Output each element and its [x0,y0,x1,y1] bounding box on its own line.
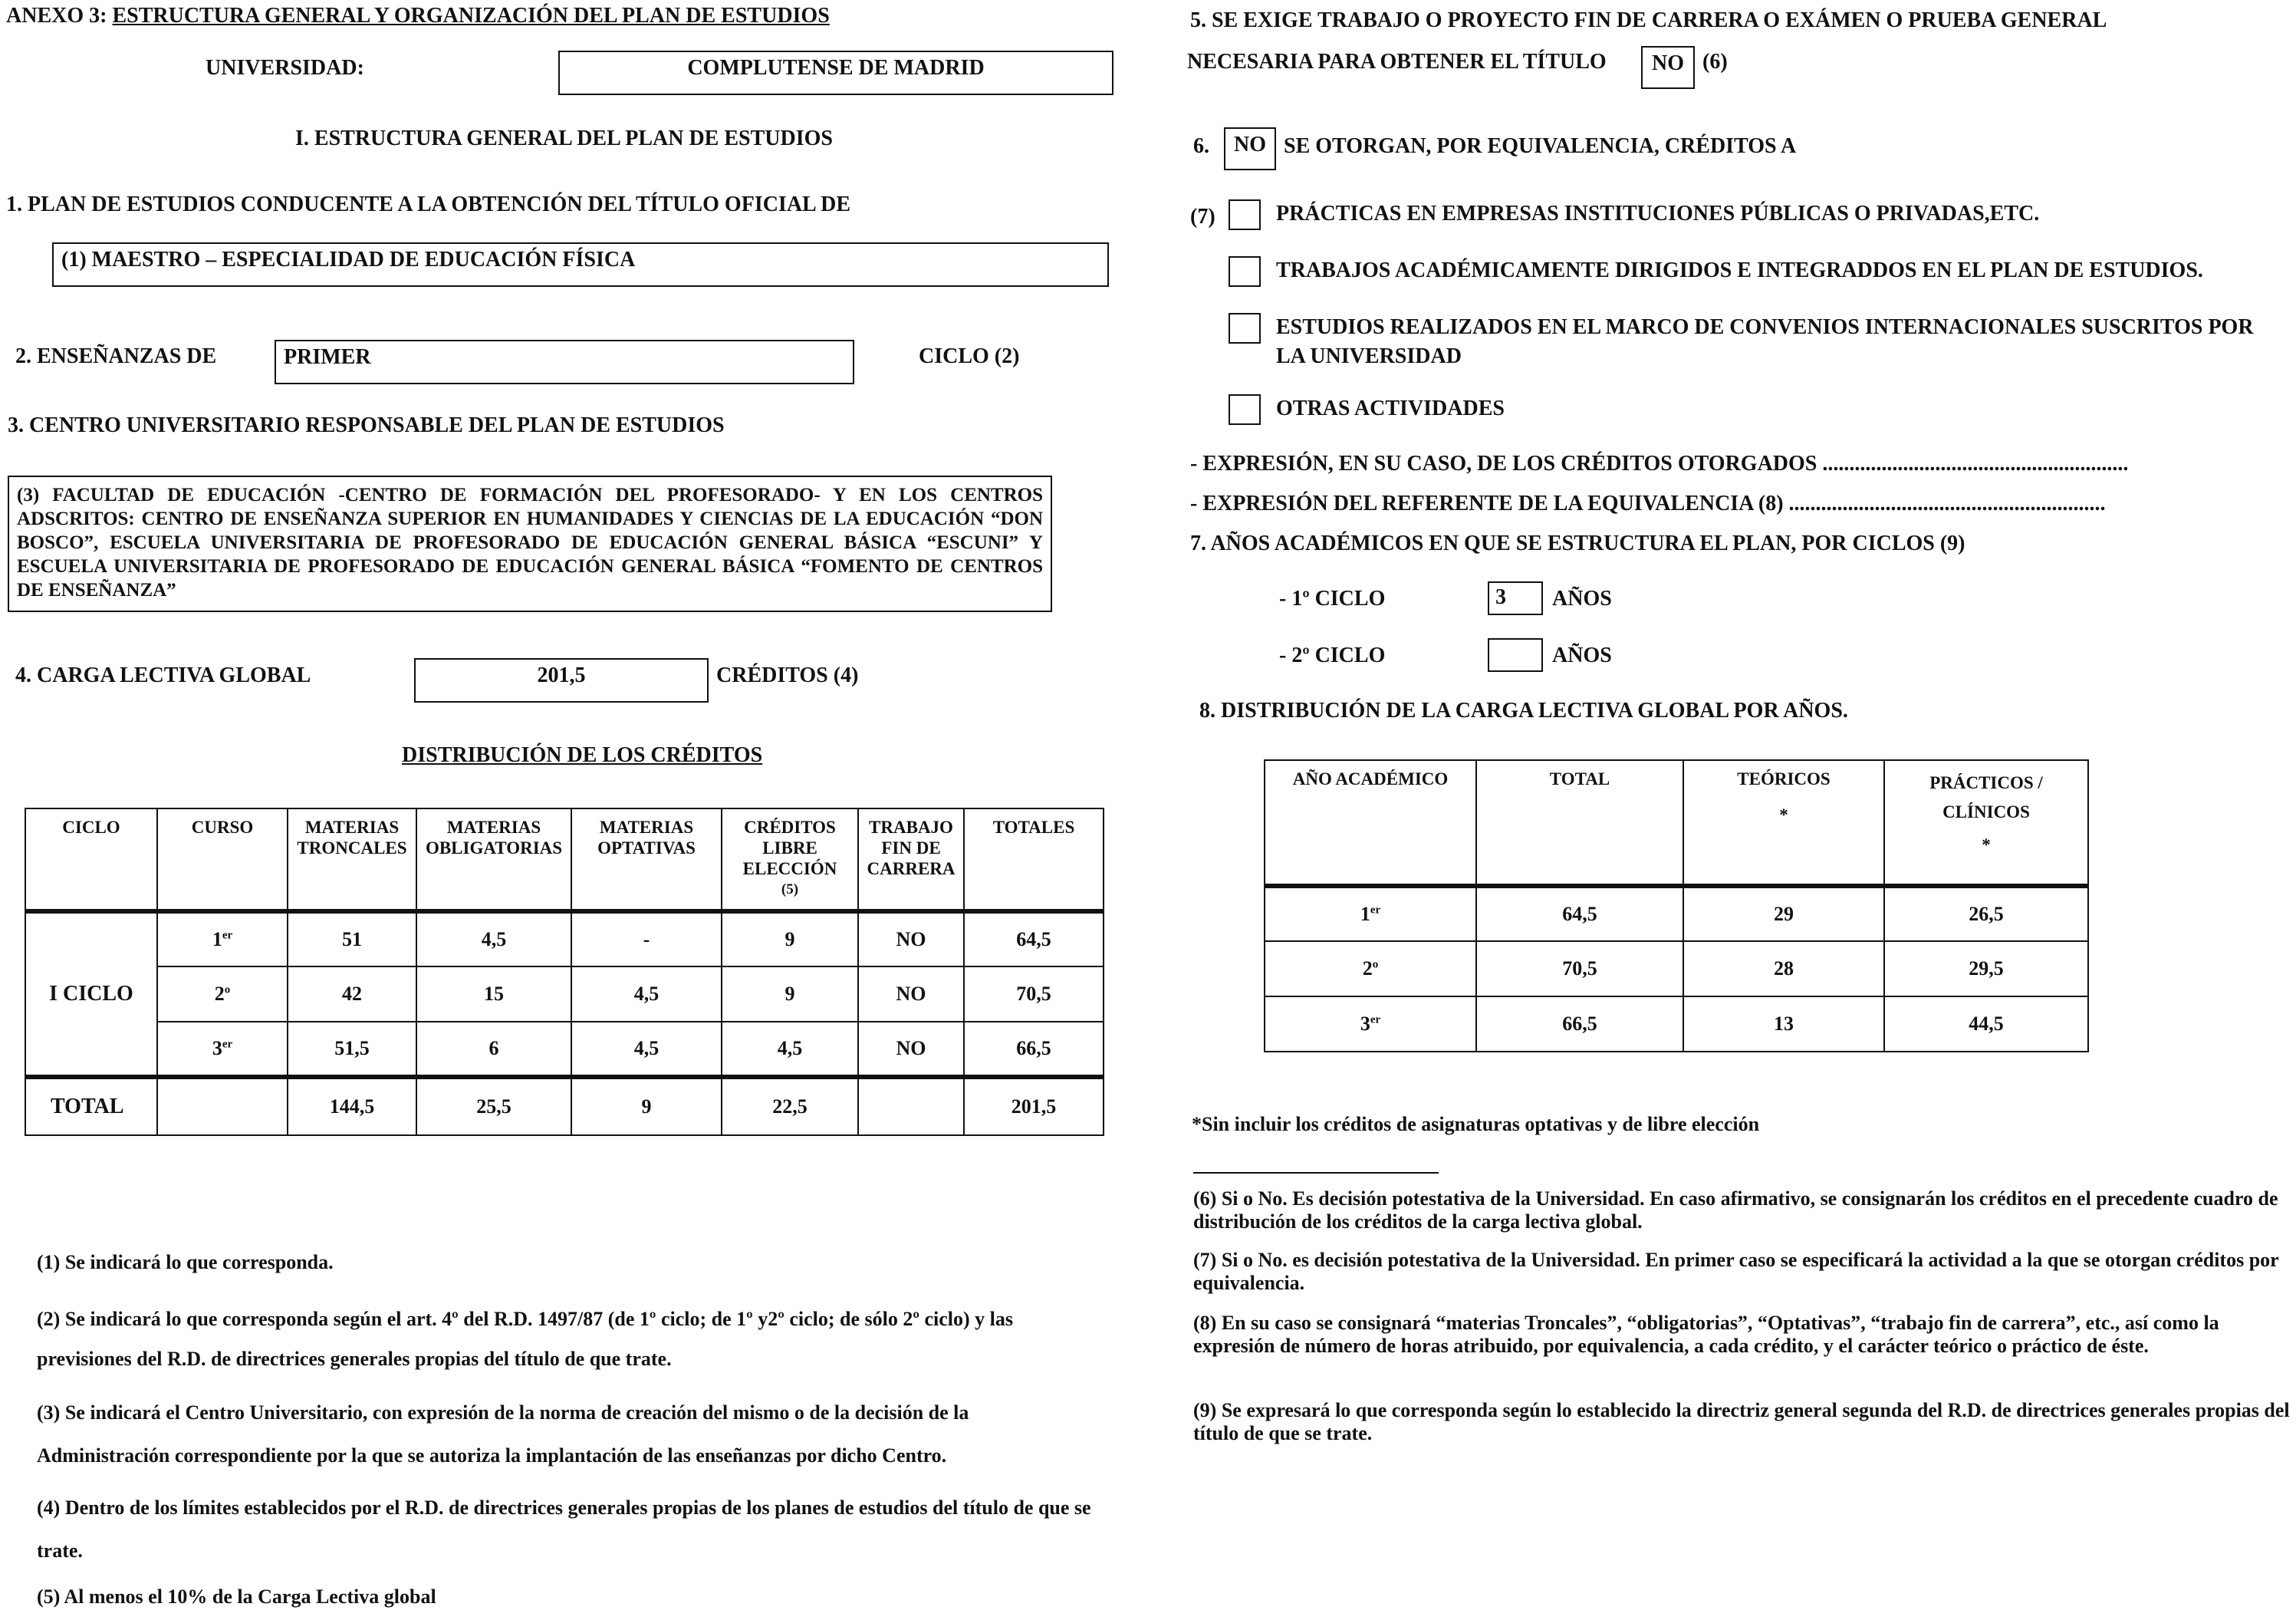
col-ciclo: CICLO [25,808,157,911]
table-cell: 4,5 [571,1022,722,1077]
table-cell: 70,5 [1476,941,1683,996]
table-cell: 4,5 [416,911,571,966]
centro-value: (3) FACULTAD DE EDUCACIÓN -CENTRO DE FORMACIÓN DEL PROFESORADO- Y EN LOS CENTROS ADSCRITOS: CENTRO DE ENSEÑANZA SUPERIOR EN HUMANIDADES Y CIENCIAS DE LA EDUCACIÓN “DON BOSCO”, ESCUELA UNIVERSITARIA DE PROFESORADO DE EDUCACIÓN GENERAL BÁSICA “ESCUNI” Y ESCUELA UNIVERSITARIA DE PROFESORADO DE EDUCACIÓN GENERAL BÁSICA “FOMENTO DE CENTROS DE ENSEÑANZA” [17,485,1043,601]
footnote-8: (8) En su caso se consignará “materias Troncales”, “obligatorias”, “Optativas”, “trabajo fin de carrera”, etc., así como la expresión de número de horas atribuido, por equivalencia, a cada crédito, y el carácter teórico o práctico de éste. [1193,1312,2219,1357]
col-libre-eleccion-label: CRÉDITOS LIBRE ELECCIÓN [742,818,837,878]
curso-num: 1 [212,928,222,950]
titulo-value: (1) MAESTRO – ESPECIALIDAD DE EDUCACIÓN FÍSICA [61,248,636,272]
item4-label: 4. CARGA LECTIVA GLOBAL [15,663,311,687]
table-cell: 42 [288,966,416,1022]
item2-label: 2. ENSEÑANZAS DE [15,344,217,368]
year-cell [1265,886,1476,941]
table-cell: 9 [722,966,858,1022]
otras-label: OTRAS ACTIVIDADES [1276,397,1505,420]
anexo-title: ESTRUCTURA GENERAL Y ORGANIZACIÓN DEL PLAN DE ESTUDIOS [112,4,830,28]
table-cell: 64,5 [1476,886,1683,941]
table-cell: - [571,911,722,966]
col-libre-eleccion-note: (5) [781,881,799,897]
ciclo2-label: - 2º CICLO [1279,644,1386,667]
ciclo1-anos: AÑOS [1552,587,1612,611]
item8-title: 8. DISTRIBUCIÓN DE LA CARGA LECTIVA GLOBAL POR AÑOS. [1199,699,1848,723]
item5-line1: 5. SE EXIGE TRABAJO O PROYECTO FIN DE CARRERA O EXÁMEN O PRUEBA GENERAL [1190,8,2107,32]
table-cell: 15 [416,966,571,1022]
universidad-value: COMPLUTENSE DE MADRID [687,56,985,80]
table-cell: 26,5 [1884,886,2088,941]
ciclo1-field [1488,581,1543,615]
table-cell: 9 [722,911,858,966]
item5-field [1641,46,1695,89]
item5-line2: NECESARIA PARA OBTENER EL TÍTULO [1187,50,1607,74]
col-obligatorias: MATERIAS OBLIGATORIAS [416,808,571,911]
table-cell: 4,5 [722,1022,858,1077]
years-table [1264,759,2089,1052]
item6-text: SE OTORGAN, POR EQUIVALENCIA, CRÉDITOS A [1284,134,1797,158]
table-cell: 64,5 [964,911,1104,966]
item3-label: 3. CENTRO UNIVERSITARIO RESPONSABLE DEL PLAN DE ESTUDIOS [8,413,725,437]
item5-suffix: (6) [1702,50,1728,74]
table-row [25,911,1104,966]
footnote-7: (7) Si o No. es decisión potestativa de la Universidad. En primer caso se especificará la actividad a la que se otorgan créditos por equivalencia. [1193,1249,2279,1294]
total-cell [157,1077,288,1135]
table-cell: 70,5 [964,966,1104,1022]
year-num: 3 [1360,1012,1370,1035]
item5-value: NO [1652,51,1684,75]
footnote-rule [1193,1172,1439,1174]
total-cell: 25,5 [416,1077,571,1135]
dist-header-row [25,808,1104,911]
col-trabajo-fin: TRABAJO FIN DE CARRERA [858,808,964,911]
item6-field [1224,127,1276,170]
col-practicos [1884,760,2088,886]
table-cell: 66,5 [1476,996,1683,1052]
table-cell: 44,5 [1884,996,2088,1052]
anexo-heading [6,3,830,29]
table-cell: NO [858,911,964,966]
year-sup: er [1370,904,1381,917]
total-label: TOTAL [25,1077,157,1135]
total-row [25,1077,1104,1135]
total-cell: 201,5 [964,1077,1104,1135]
col-totales: TOTALES [964,808,1104,911]
table-cell: NO [858,1022,964,1077]
item6-prefix: 6. [1193,134,1209,158]
asterisk: * [1982,835,1991,854]
col-teoricos [1683,760,1884,886]
curso-cell [157,911,288,966]
table-cell: NO [858,966,964,1022]
universidad-field [558,51,1113,95]
dist-table [25,808,1104,1136]
universidad-label: UNIVERSIDAD: [206,56,364,80]
titulo-field [52,242,1109,287]
col-total: TOTAL [1476,760,1683,886]
table-cell: 66,5 [964,1022,1104,1077]
year-num: 1 [1360,903,1370,925]
total-cell [858,1077,964,1135]
centro-field [8,476,1052,612]
curso-sup: o [224,983,231,996]
footnote-3: (3) Se indicará el Centro Universitario, con expresión de la norma de creación del mismo o de la decisión de la Administración correspondiente por la que se autoriza la implantación de las enseñanzas por dicho Centro. [37,1401,969,1467]
trabajos-checkbox[interactable] [1229,256,1261,287]
year-cell [1265,996,1476,1052]
table-row [1265,996,2088,1052]
total-cell: 22,5 [722,1077,858,1135]
col-practicos-label: PRÁCTICOS / CLÍNICOS [1929,773,2043,822]
ciclo2-anos: AÑOS [1552,644,1612,667]
col-libre-eleccion [722,808,858,911]
curso-num: 2 [214,983,225,1005]
table-row [1265,941,2088,996]
table-cell: 29,5 [1884,941,2088,996]
footnote-1: (1) Se indicará lo que corresponda. [37,1251,334,1273]
year-sup: er [1370,1013,1381,1026]
year-num: 2 [1362,957,1373,980]
item6-value: NO [1234,133,1266,156]
table-cell: 6 [416,1022,571,1077]
carga-field [414,658,709,703]
convenios-checkbox[interactable] [1229,313,1261,344]
footnote-6: (6) Si o No. Es decisión potestativa de la Universidad. En caso afirmativo, se consignarán los créditos en el precedente cuadro de distribución de los créditos de la carga lectiva global. [1193,1187,2278,1233]
table-cell: 51,5 [288,1022,416,1077]
curso-cell [157,966,288,1022]
ensenanzas-field [275,340,854,384]
dist-title: DISTRIBUCIÓN DE LOS CRÉDITOS [402,743,763,767]
curso-cell [157,1022,288,1077]
expr-creditos: - EXPRESIÓN, EN SU CASO, DE LOS CRÉDITOS OTORGADOS ......................................................... [1190,452,2129,476]
table-note: *Sin incluir los créditos de asignaturas optativas y de libre elección [1192,1113,1760,1135]
footnote-2: (2) Se indicará lo que corresponda según el art. 4º del R.D. 1497/87 (de 1º ciclo; de 1º y2º ciclo; de sólo 2º ciclo) y las previsiones del R.D. de directrices generales propias del título de que trate. [37,1308,1013,1370]
otras-checkbox[interactable] [1229,394,1261,425]
ensenanzas-value: PRIMER [284,345,371,369]
practicas-label: PRÁCTICAS EN EMPRESAS INSTITUCIONES PÚBLICAS O PRIVADAS,ETC. [1276,202,2040,226]
ciclo1-label: - 1º CICLO [1279,587,1386,611]
anexo-prefix: ANEXO 3: [6,4,107,28]
item2-suffix: CICLO (2) [919,344,1020,368]
col-teoricos-label: TEÓRICOS [1737,769,1831,789]
practicas-checkbox[interactable] [1229,199,1261,230]
col-optativas: MATERIAS OPTATIVAS [571,808,722,911]
footnote-9: (9) Se expresará lo que corresponda según lo establecido la directriz general segunda del R.D. de directrices generales propias del título de que se trate. [1193,1399,2290,1444]
year-sup: o [1372,958,1379,971]
item4-suffix: CRÉDITOS (4) [716,663,859,687]
col-troncales: MATERIAS TRONCALES [288,808,416,911]
ciclo-cell: I CICLO [25,911,157,1077]
item7-title: 7. AÑOS ACADÉMICOS EN QUE SE ESTRUCTURA EL PLAN, POR CICLOS (9) [1190,532,1965,555]
curso-sup: er [222,1038,233,1051]
asterisk: * [1779,805,1788,825]
table-cell: 51 [288,911,416,966]
year-cell [1265,941,1476,996]
trabajos-label: TRABAJOS ACADÉMICAMENTE DIRIGIDOS E INTEGRADDOS EN EL PLAN DE ESTUDIOS. [1276,258,2203,282]
item1-label: 1. PLAN DE ESTUDIOS CONDUCENTE A LA OBTENCIÓN DEL TÍTULO OFICIAL DE [6,193,851,216]
ciclo2-field [1488,638,1543,672]
col-ano: AÑO ACADÉMICO [1265,760,1476,886]
curso-num: 3 [212,1037,222,1059]
table-cell: 4,5 [571,966,722,1022]
table-cell: 29 [1683,886,1884,941]
curso-sup: er [222,929,233,942]
years-header-row [1265,760,2088,886]
section-title: I. ESTRUCTURA GENERAL DEL PLAN DE ESTUDIOS [295,127,833,150]
table-row [25,966,1104,1022]
carga-value: 201,5 [537,663,586,687]
total-cell: 144,5 [288,1077,416,1135]
expr-referente: - EXPRESIÓN DEL REFERENTE DE LA EQUIVALENCIA (8) ........................................................... [1190,492,2106,515]
item7-marker: (7) [1190,205,1215,229]
total-cell: 9 [571,1077,722,1135]
footnote-4: (4) Dentro de los límites establecidos por el R.D. de directrices generales propias de los planes de estudios del título de que se trate. [37,1497,1091,1562]
convenios-label: ESTUDIOS REALIZADOS EN EL MARCO DE CONVENIOS INTERNACIONALES SUSCRITOS POR LA UNIVERSIDAD [1276,315,2254,368]
ciclo1-value: 3 [1495,585,1506,609]
footnote-5: (5) Al menos el 10% de la Carga Lectiva global [37,1585,436,1608]
col-curso: CURSO [157,808,288,911]
table-cell: 13 [1683,996,1884,1052]
table-row [25,1022,1104,1077]
table-row [1265,886,2088,941]
table-cell: 28 [1683,941,1884,996]
